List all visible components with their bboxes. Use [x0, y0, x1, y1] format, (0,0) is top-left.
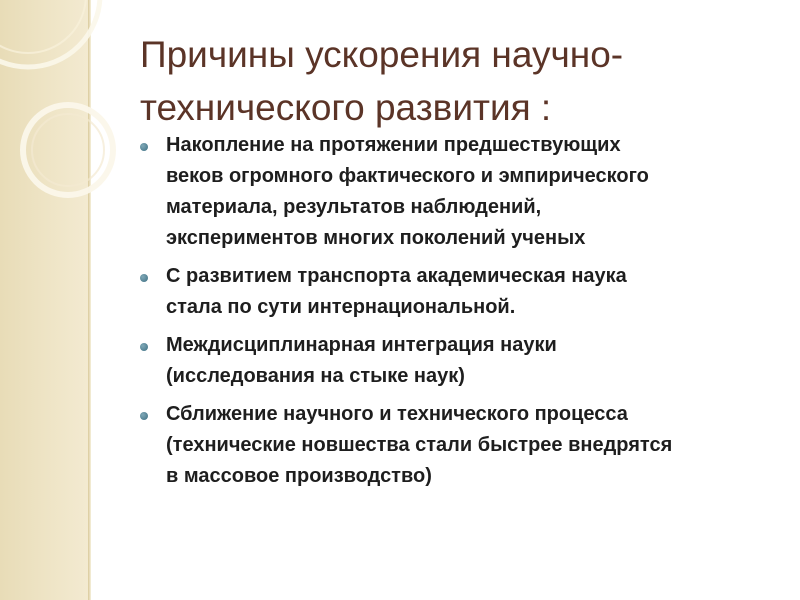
bullet-item	[136, 261, 786, 323]
bullet-dot-icon	[140, 343, 148, 351]
bullet-text-line: (технические новшества стали быстрее внедрятся	[166, 434, 673, 456]
bullet-text-line: С развитием транспорта академическая наука	[166, 265, 627, 287]
bullet-text-line: Сближение научного и технического процесса	[166, 403, 628, 425]
bullet-text-line: в массовое производство)	[166, 465, 432, 487]
bullet-text-line: (исследования на стыке наук)	[166, 365, 465, 387]
title-line: Причины ускорения научно-	[140, 34, 624, 75]
bullet-item	[136, 399, 786, 492]
bullet-text-line: веков огромного фактического и эмпирического	[166, 165, 649, 187]
bullet-item	[136, 330, 786, 392]
bullet-text-line: материала, результатов наблюдений,	[166, 196, 542, 218]
bullet-text-line: стала по сути интернациональной.	[166, 296, 516, 318]
bullet-dot-icon	[140, 412, 148, 420]
bullet-text-line: Накопление на протяжении предшествующих	[166, 134, 621, 156]
slide-title	[140, 28, 760, 134]
bullet-dot-icon	[140, 143, 148, 151]
bullet-item	[136, 130, 786, 254]
bullet-text-line: экспериментов многих поколений ученых	[166, 227, 586, 249]
bullet-dot-icon	[140, 274, 148, 282]
bullet-list	[136, 130, 786, 499]
bullet-text-line: Междисциплинарная интеграция науки	[166, 334, 557, 356]
decorative-circles-icon	[0, 0, 140, 260]
title-line: технического развития :	[140, 87, 552, 128]
